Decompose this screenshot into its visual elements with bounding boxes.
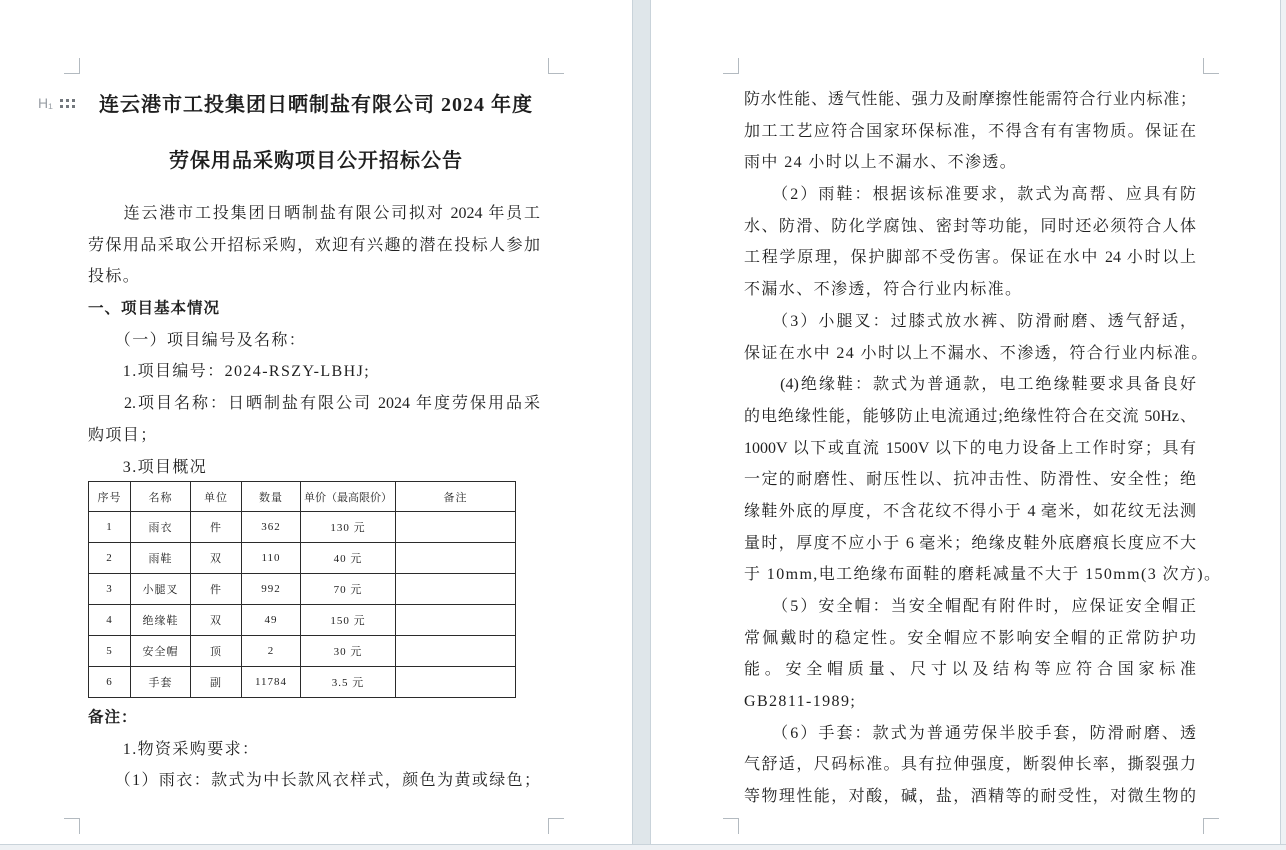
text-line: 3.项目概况 bbox=[88, 458, 208, 476]
page-gap bbox=[633, 0, 650, 844]
crop-mark-bottom-right-icon bbox=[1203, 818, 1219, 834]
table-cell: 安全帽 bbox=[131, 636, 191, 667]
text-line: 加工工艺应符合国家环保标准，不得含有有害物质。保证在 bbox=[744, 122, 1196, 140]
text-line: GB2811-1989; bbox=[744, 693, 857, 711]
table-cell: 2 bbox=[242, 636, 301, 667]
table-cell: 雨鞋 bbox=[131, 543, 191, 574]
text-line: 保证在水中 24 小时以上不漏水、不渗透，符合行业内标准。 bbox=[744, 344, 1209, 362]
column-header: 数量 bbox=[242, 482, 301, 512]
table-row bbox=[89, 574, 516, 605]
table-row bbox=[89, 605, 516, 636]
table-cell: 顶 bbox=[191, 636, 242, 667]
table-cell bbox=[396, 512, 516, 543]
table-cell bbox=[396, 543, 516, 574]
table-cell: 30 元 bbox=[301, 636, 396, 667]
crop-mark-bottom-left-icon bbox=[64, 818, 80, 834]
table-cell: 副 bbox=[191, 667, 242, 698]
text-line: （2）雨鞋：根据该标准要求，款式为高帮、应具有防 bbox=[744, 186, 1196, 204]
table-row bbox=[89, 667, 516, 698]
table-row bbox=[89, 636, 516, 667]
text-line: 水、防滑、防化学腐蚀、密封等功能，同时还必须符合人体 bbox=[744, 217, 1196, 235]
page-2 bbox=[650, 0, 1281, 844]
document-title-line-2: 劳保用品采购项目公开招标公告 bbox=[169, 150, 463, 172]
table-cell: 992 bbox=[242, 574, 301, 605]
text-line: （3）小腿叉：过膝式放水裤、防滑耐磨、透气舒适， bbox=[744, 312, 1196, 330]
document-title-line-1: 连云港市工投集团日晒制盐有限公司 2024 年度 bbox=[99, 94, 533, 116]
table-cell bbox=[396, 667, 516, 698]
text-line: 不漏水、不渗透，符合行业内标准。 bbox=[744, 281, 1023, 299]
text-line: 2.项目名称：日晒制盐有限公司 2024 年度劳保用品采 bbox=[88, 395, 540, 413]
text-line: 一、项目基本情况 bbox=[88, 300, 221, 318]
text-line: 防水性能、透气性能、强力及耐摩擦性能需符合行业内标准； bbox=[744, 91, 1196, 108]
crop-mark-top-right-icon bbox=[1203, 58, 1219, 74]
table-cell: 11784 bbox=[242, 667, 301, 698]
table-cell: 双 bbox=[191, 605, 242, 636]
text-line: 缘鞋外底的厚度，不含花纹不得小于 4 毫米，如花纹无法测 bbox=[744, 502, 1196, 520]
text-line: 于 10mm,电工绝缘布面鞋的磨耗减量不大于 150mm(3 次方)。 bbox=[744, 566, 1222, 584]
table-cell: 手套 bbox=[131, 667, 191, 698]
crop-mark-top-left-icon bbox=[64, 58, 80, 74]
column-header: 序号 bbox=[89, 482, 131, 512]
table-header-row bbox=[89, 482, 516, 512]
text-line: （一）项目编号及名称： bbox=[88, 331, 307, 349]
heading-level-badge[interactable]: H₁ bbox=[38, 95, 53, 111]
table-cell bbox=[396, 605, 516, 636]
text-line: 等物理性能，对酸，碱，盐，酒精等的耐受性，对微生物的 bbox=[744, 788, 1196, 806]
table-cell: 3 bbox=[89, 574, 131, 605]
table-cell: 件 bbox=[191, 512, 242, 543]
text-line: (4)绝缘鞋：款式为普通款，电工绝缘鞋要求具备良好 bbox=[744, 376, 1196, 394]
text-line: 1.物资采购要求： bbox=[88, 740, 260, 758]
column-header: 单价（最高限价） bbox=[301, 482, 396, 512]
table-cell: 绝缘鞋 bbox=[131, 605, 191, 636]
crop-mark-bottom-right-icon bbox=[548, 818, 564, 834]
text-line: 连云港市工投集团日晒制盐有限公司拟对 2024 年员工 bbox=[88, 205, 540, 222]
text-line: 气舒适，尺码标准。具有拉伸强度，断裂伸长率，撕裂强力 bbox=[744, 756, 1196, 774]
page1-body-text bbox=[88, 198, 540, 483]
table-cell: 150 元 bbox=[301, 605, 396, 636]
table-cell: 1 bbox=[89, 512, 131, 543]
text-line: 备注： bbox=[88, 709, 138, 726]
table-cell: 110 bbox=[242, 543, 301, 574]
items-table bbox=[88, 481, 516, 698]
table-row bbox=[89, 512, 516, 543]
page-1 bbox=[0, 0, 633, 844]
table-cell: 70 元 bbox=[301, 574, 396, 605]
canvas-right-rail bbox=[1282, 0, 1286, 850]
table-cell: 雨衣 bbox=[131, 512, 191, 543]
table-cell: 130 元 bbox=[301, 512, 396, 543]
table-cell: 49 bbox=[242, 605, 301, 636]
text-line: 1000V 以下或直流 1500V 以下的电力设备上工作时穿；具有 bbox=[744, 439, 1196, 457]
table-cell: 6 bbox=[89, 667, 131, 698]
text-line: 能。安全帽质量、尺寸以及结构等应符合国家标准 bbox=[744, 661, 1196, 679]
text-line: 量时，厚度不应小于 6 毫米；绝缘皮鞋外底磨痕长度应不大 bbox=[744, 534, 1196, 552]
text-line: 1.项目编号：2024-RSZY-LBHJ; bbox=[88, 363, 371, 381]
table-cell: 3.5 元 bbox=[301, 667, 396, 698]
table-cell: 362 bbox=[242, 512, 301, 543]
canvas-bottom-rail bbox=[0, 844, 1286, 850]
table-cell: 小腿叉 bbox=[131, 574, 191, 605]
text-line: （6）手套：款式为普通劳保半胶手套，防滑耐磨、透 bbox=[744, 724, 1196, 742]
column-header: 名称 bbox=[131, 482, 191, 512]
text-line: 投标。 bbox=[88, 268, 141, 286]
text-line: 的电绝缘性能，能够防止电流通过;绝缘性符合在交流 50Hz、 bbox=[744, 407, 1196, 425]
crop-mark-bottom-left-icon bbox=[723, 818, 739, 834]
page1-footer-text bbox=[88, 702, 540, 797]
text-line: （1）雨衣：款式为中长款风衣样式，颜色为黄或绿色； bbox=[88, 772, 540, 790]
table-row bbox=[89, 543, 516, 574]
table-cell: 5 bbox=[89, 636, 131, 667]
text-line: 一定的耐磨性、耐压性以、抗冲击性、防滑性、安全性；绝 bbox=[744, 471, 1196, 489]
table-cell: 2 bbox=[89, 543, 131, 574]
table-cell bbox=[396, 574, 516, 605]
table-cell: 4 bbox=[89, 605, 131, 636]
crop-mark-top-right-icon bbox=[548, 58, 564, 74]
table-cell: 双 bbox=[191, 543, 242, 574]
table-cell: 件 bbox=[191, 574, 242, 605]
crop-mark-top-left-icon bbox=[723, 58, 739, 74]
text-line: 常佩戴时的稳定性。安全帽应不影响安全帽的正常防护功 bbox=[744, 629, 1196, 647]
column-header: 单位 bbox=[191, 482, 242, 512]
text-line: 工程学原理，保护脚部不受伤害。保证在水中 24 小时以上 bbox=[744, 249, 1196, 267]
text-line: 雨中 24 小时以上不漏水、不渗透。 bbox=[744, 154, 1018, 172]
text-line: 购项目； bbox=[88, 426, 158, 444]
table-cell bbox=[396, 636, 516, 667]
page2-body-text bbox=[744, 84, 1222, 813]
text-line: （5）安全帽：当安全帽配有附件时，应保证安全帽正 bbox=[744, 598, 1196, 615]
text-line: 劳保用品采取公开招标采购，欢迎有兴趣的潜在投标人参加 bbox=[88, 236, 540, 254]
column-header: 备注 bbox=[396, 482, 516, 512]
table-cell: 40 元 bbox=[301, 543, 396, 574]
